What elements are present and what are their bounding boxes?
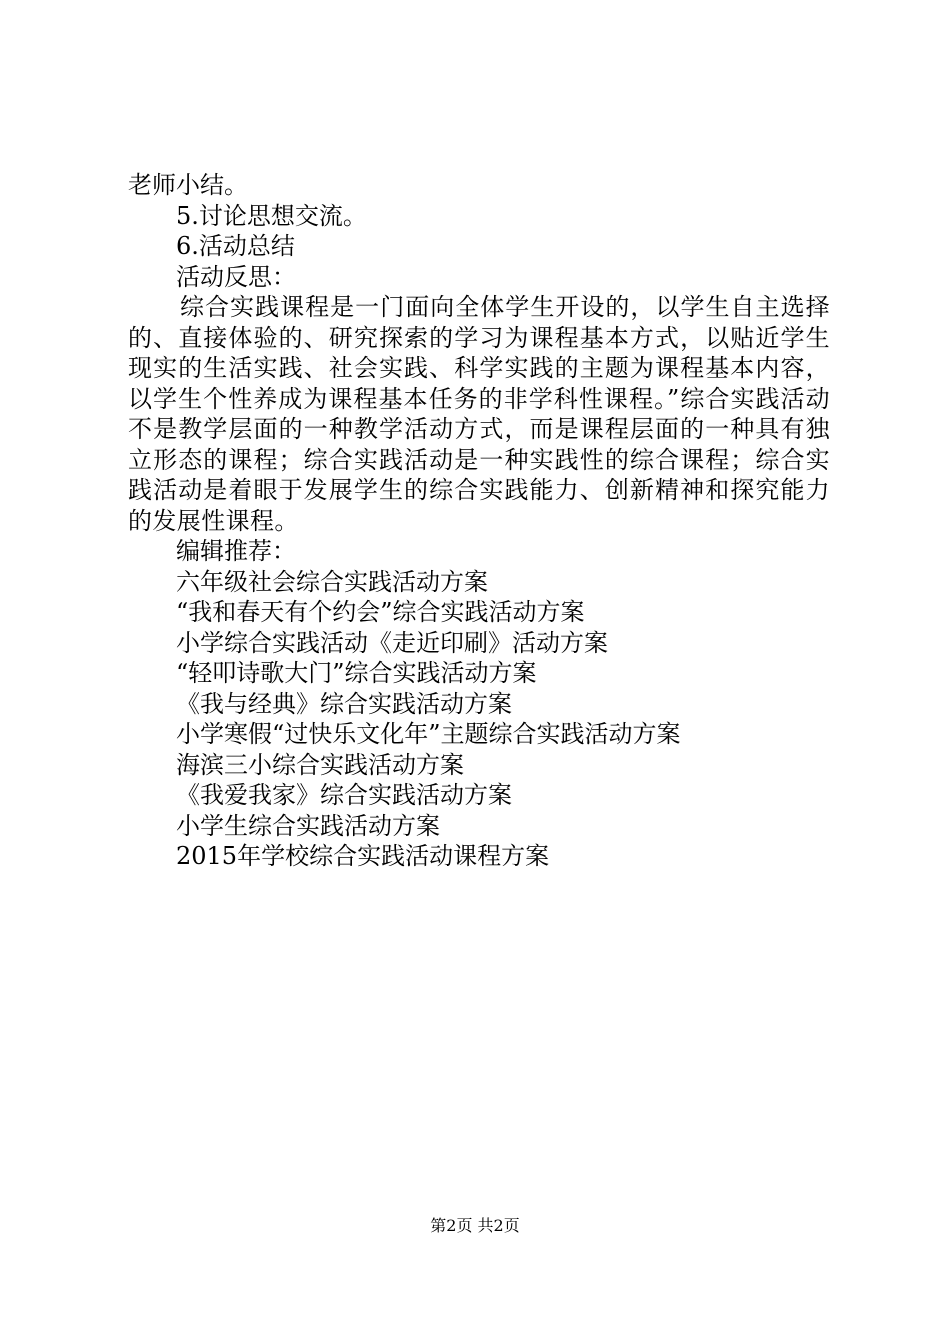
document-body [128,170,830,872]
recommendation-item[interactable]: “轻叩诗歌大门”综合实践活动方案 [176,659,537,687]
recommendation-list [128,567,830,872]
page-number-footer: 第2页 共2页 [430,1216,520,1235]
text-line-discussion: 5.讨论思想交流。 [176,201,367,230]
recommendation-item[interactable]: 《我爱我家》综合实践活动方案 [176,781,512,809]
recommendation-item[interactable]: 小学寒假“过快乐文化年”主题综合实践活动方案 [176,720,681,748]
recommendation-item[interactable]: “我和春天有个约会”综合实践活动方案 [176,598,585,626]
recommendation-item[interactable]: 小学综合实践活动《走近印刷》活动方案 [176,628,608,657]
recommendation-item[interactable]: 《我与经典》综合实践活动方案 [176,689,512,718]
text-line-teacher-summary: 老师小结。 [128,171,248,199]
text-line-activity-summary: 6.活动总结 [176,232,295,260]
recommendation-item[interactable]: 六年级社会综合实践活动方案 [176,567,488,596]
recommend-heading: 编辑推荐： [176,537,296,565]
recommendation-item[interactable]: 2015年学校综合实践活动课程方案 [176,842,550,870]
recommendation-item[interactable]: 小学生综合实践活动方案 [176,811,440,840]
reflection-paragraph: 综合实践课程是一门面向全体学生开设的，以学生自主选择的、直接体验的、研究探索的学习为课程基本方式，以贴近学生现实的生活实践、社会实践、科学实践的主题为课程基本内容，以学生个性养成为课程基本任务的非学科性课程。”综合实践活动不是教学层面的一种教学活动方式，而是课程层面的一种具有独立形态的课程；综合实践活动是一种实践性的综合课程；综合实践活动是着眼于发展学生的综合实践能力、创新精神和探究能力的发展性课程。 [128,293,830,535]
recommendation-item[interactable]: 海滨三小综合实践活动方案 [176,750,464,779]
text-line-reflection-heading: 活动反思： [176,262,296,291]
